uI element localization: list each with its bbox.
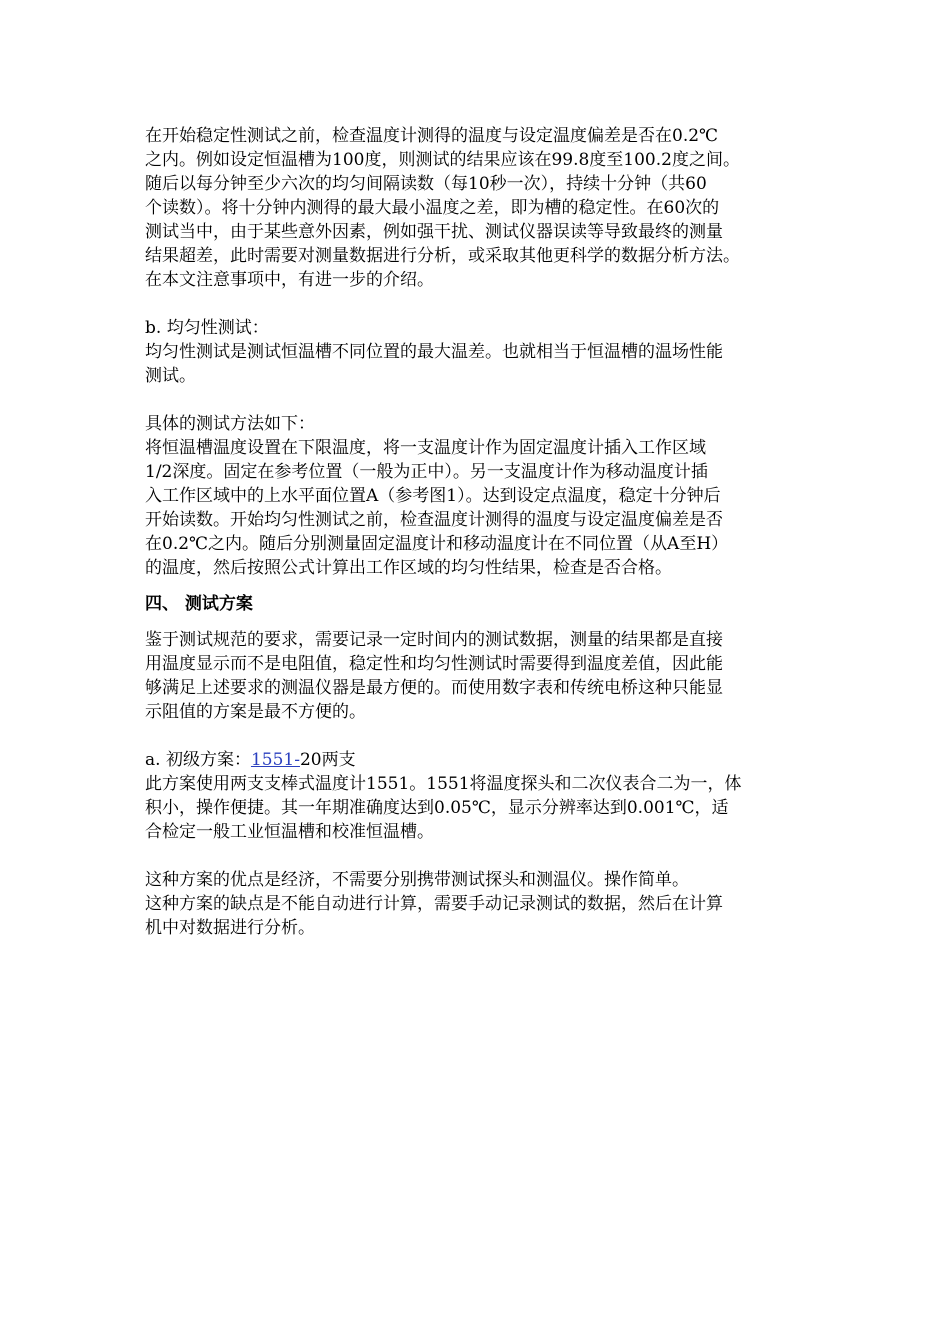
text-line: 示阻值的方案是最不方便的。 — [145, 702, 366, 722]
text-line: 鉴于测试规范的要求，需要记录一定时间内的测试数据，测量的结果都是直接 — [145, 630, 723, 650]
paragraph-spacer — [145, 580, 810, 592]
plan-a-title-suffix: 20两支 — [299, 750, 356, 770]
text-line: 随后以每分钟至少六次的均匀间隔读数（每10秒一次），持续十分钟（共60 — [145, 174, 707, 194]
text-line: 之内。例如设定恒温槽为100度，则测试的结果应该在99.8度至100.2度之间。 — [145, 150, 740, 170]
text-line: 积小，操作便捷。其一年期准确度达到0.05℃，显示分辨率达到0.001℃，适 — [145, 798, 729, 818]
text-line: 机中对数据进行分析。 — [145, 918, 315, 938]
paragraph-spacer — [145, 388, 810, 412]
text-line: 够满足上述要求的测温仪器是最方便的。而使用数字表和传统电桥这种只能显 — [145, 678, 723, 698]
model-1551-link[interactable]: 1551- — [250, 750, 300, 770]
section4-paragraph — [145, 628, 810, 724]
text-line: 在0.2℃之内。随后分别测量固定温度计和移动温度计在不同位置（从A至H） — [145, 534, 729, 554]
paragraph-spacer — [145, 616, 810, 628]
plan-a-title-prefix: a. 初级方案： — [145, 750, 251, 770]
pros-cons-paragraph — [145, 868, 810, 940]
text-line: 这种方案的优点是经济，不需要分别携带测试探头和测温仪。操作简单。 — [145, 870, 689, 890]
text-line: 此方案使用两支支棒式温度计1551。1551将温度探头和二次仪表合二为一，体 — [145, 774, 742, 794]
text-line: 1/2深度。固定在参考位置（一般为正中）。另一支温度计作为移动温度计插 — [145, 462, 708, 482]
text-line: 用温度显示而不是电阻值，稳定性和均匀性测试时需要得到温度差值，因此能 — [145, 654, 723, 674]
text-line: 在开始稳定性测试之前，检查温度计测得的温度与设定温度偏差是否在0.2℃ — [145, 126, 719, 146]
text-line: 结果超差，此时需要对测量数据进行分析，或采取其他更科学的数据分析方法。 — [145, 246, 740, 266]
text-line: 均匀性测试是测试恒温槽不同位置的最大温差。也就相当于恒温槽的温场性能 — [145, 342, 723, 362]
text-line: 的温度，然后按照公式计算出工作区域的均匀性结果，检查是否合格。 — [145, 558, 672, 578]
document-page — [145, 124, 810, 940]
text-line: 具体的测试方法如下： — [145, 414, 315, 434]
plan-a-paragraph — [145, 748, 810, 844]
text-line: 测试当中，由于某些意外因素，例如强干扰、测试仪器误读等导致最终的测量 — [145, 222, 723, 242]
uniformity-paragraph — [145, 316, 810, 388]
text-line: 测试。 — [145, 366, 196, 386]
text-line: 这种方案的缺点是不能自动进行计算，需要手动记录测试的数据，然后在计算 — [145, 894, 723, 914]
paragraph-spacer — [145, 844, 810, 868]
text-line: 合检定一般工业恒温槽和校准恒温槽。 — [145, 822, 434, 842]
text-line: 入工作区域中的上水平面位置A（参考图1）。达到设定点温度，稳定十分钟后 — [145, 486, 721, 506]
paragraph-spacer — [145, 292, 810, 316]
plan-a-title — [145, 748, 810, 772]
method-paragraph — [145, 412, 810, 580]
text-line: 个读数）。将十分钟内测得的最大最小温度之差，即为槽的稳定性。在60次的 — [145, 198, 720, 218]
paragraph-spacer — [145, 724, 810, 748]
section-heading: 四、 测试方案 — [145, 594, 253, 614]
stability-paragraph — [145, 124, 810, 292]
text-line: 在本文注意事项中，有进一步的介绍。 — [145, 270, 434, 290]
uniformity-title: b. 均匀性测试： — [145, 318, 269, 338]
text-line: 开始读数。开始均匀性测试之前，检查温度计测得的温度与设定温度偏差是否 — [145, 510, 723, 530]
text-line: 将恒温槽温度设置在下限温度，将一支温度计作为固定温度计插入工作区域 — [145, 438, 706, 458]
